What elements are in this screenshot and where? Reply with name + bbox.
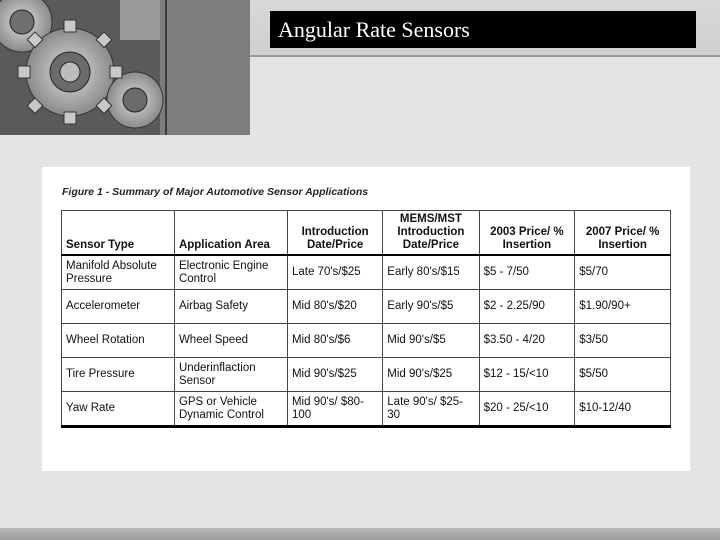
table-cell: $20 - 25/<10 — [479, 392, 575, 427]
column-header: Sensor Type — [62, 211, 175, 256]
column-header: 2003 Price/ % Insertion — [479, 211, 575, 256]
column-header: Introduction Date/Price — [287, 211, 382, 256]
table-cell: Mid 90's/$5 — [383, 324, 479, 358]
table-cell: Electronic Engine Control — [174, 255, 287, 290]
table-row — [62, 358, 671, 392]
table-cell: $1.90/90+ — [575, 290, 671, 324]
gears-photo — [0, 0, 250, 135]
table-cell: Tire Pressure — [62, 358, 175, 392]
table-cell: $5/70 — [575, 255, 671, 290]
table-cell: Mid 90's/$25 — [287, 358, 382, 392]
slide-title: Angular Rate Sensors — [270, 11, 696, 48]
table-cell: Mid 90's/$25 — [383, 358, 479, 392]
column-header: 2007 Price/ % Insertion — [575, 211, 671, 256]
table-cell: Wheel Speed — [174, 324, 287, 358]
table-cell: Mid 80's/$20 — [287, 290, 382, 324]
table-row — [62, 324, 671, 358]
column-header: MEMS/MST Introduction Date/Price — [383, 211, 479, 256]
table-row — [62, 290, 671, 324]
table-row — [62, 255, 671, 290]
table-cell: Manifold Absolute Pressure — [62, 255, 175, 290]
table-cell: Mid 80's/$6 — [287, 324, 382, 358]
table-cell: Underinflaction Sensor — [174, 358, 287, 392]
table-cell: Airbag Safety — [174, 290, 287, 324]
table-row — [62, 392, 671, 427]
table-cell: $3/50 — [575, 324, 671, 358]
figure-caption: Figure 1 - Summary of Major Automotive Sensor Applications — [62, 186, 369, 198]
table-cell: Yaw Rate — [62, 392, 175, 427]
table-cell: $2 - 2.25/90 — [479, 290, 575, 324]
table-cell: Early 80's/$15 — [383, 255, 479, 290]
column-header: Application Area — [174, 211, 287, 256]
table-cell: $10-12/40 — [575, 392, 671, 427]
table-cell: $3.50 - 4/20 — [479, 324, 575, 358]
table-cell: Mid 90's/ $80-100 — [287, 392, 382, 427]
sensor-table — [61, 210, 671, 428]
table-cell: $12 - 15/<10 — [479, 358, 575, 392]
footer-band — [0, 528, 720, 540]
figure-panel — [42, 167, 690, 471]
table-cell: Late 90's/ $25-30 — [383, 392, 479, 427]
table-cell: Wheel Rotation — [62, 324, 175, 358]
table-cell: Accelerometer — [62, 290, 175, 324]
table-cell: $5 - 7/50 — [479, 255, 575, 290]
table-header-row — [62, 211, 671, 256]
table-cell: GPS or Vehicle Dynamic Control — [174, 392, 287, 427]
header-rule — [250, 55, 720, 57]
table-cell: $5/50 — [575, 358, 671, 392]
table-cell: Early 90's/$5 — [383, 290, 479, 324]
table-cell: Late 70's/$25 — [287, 255, 382, 290]
